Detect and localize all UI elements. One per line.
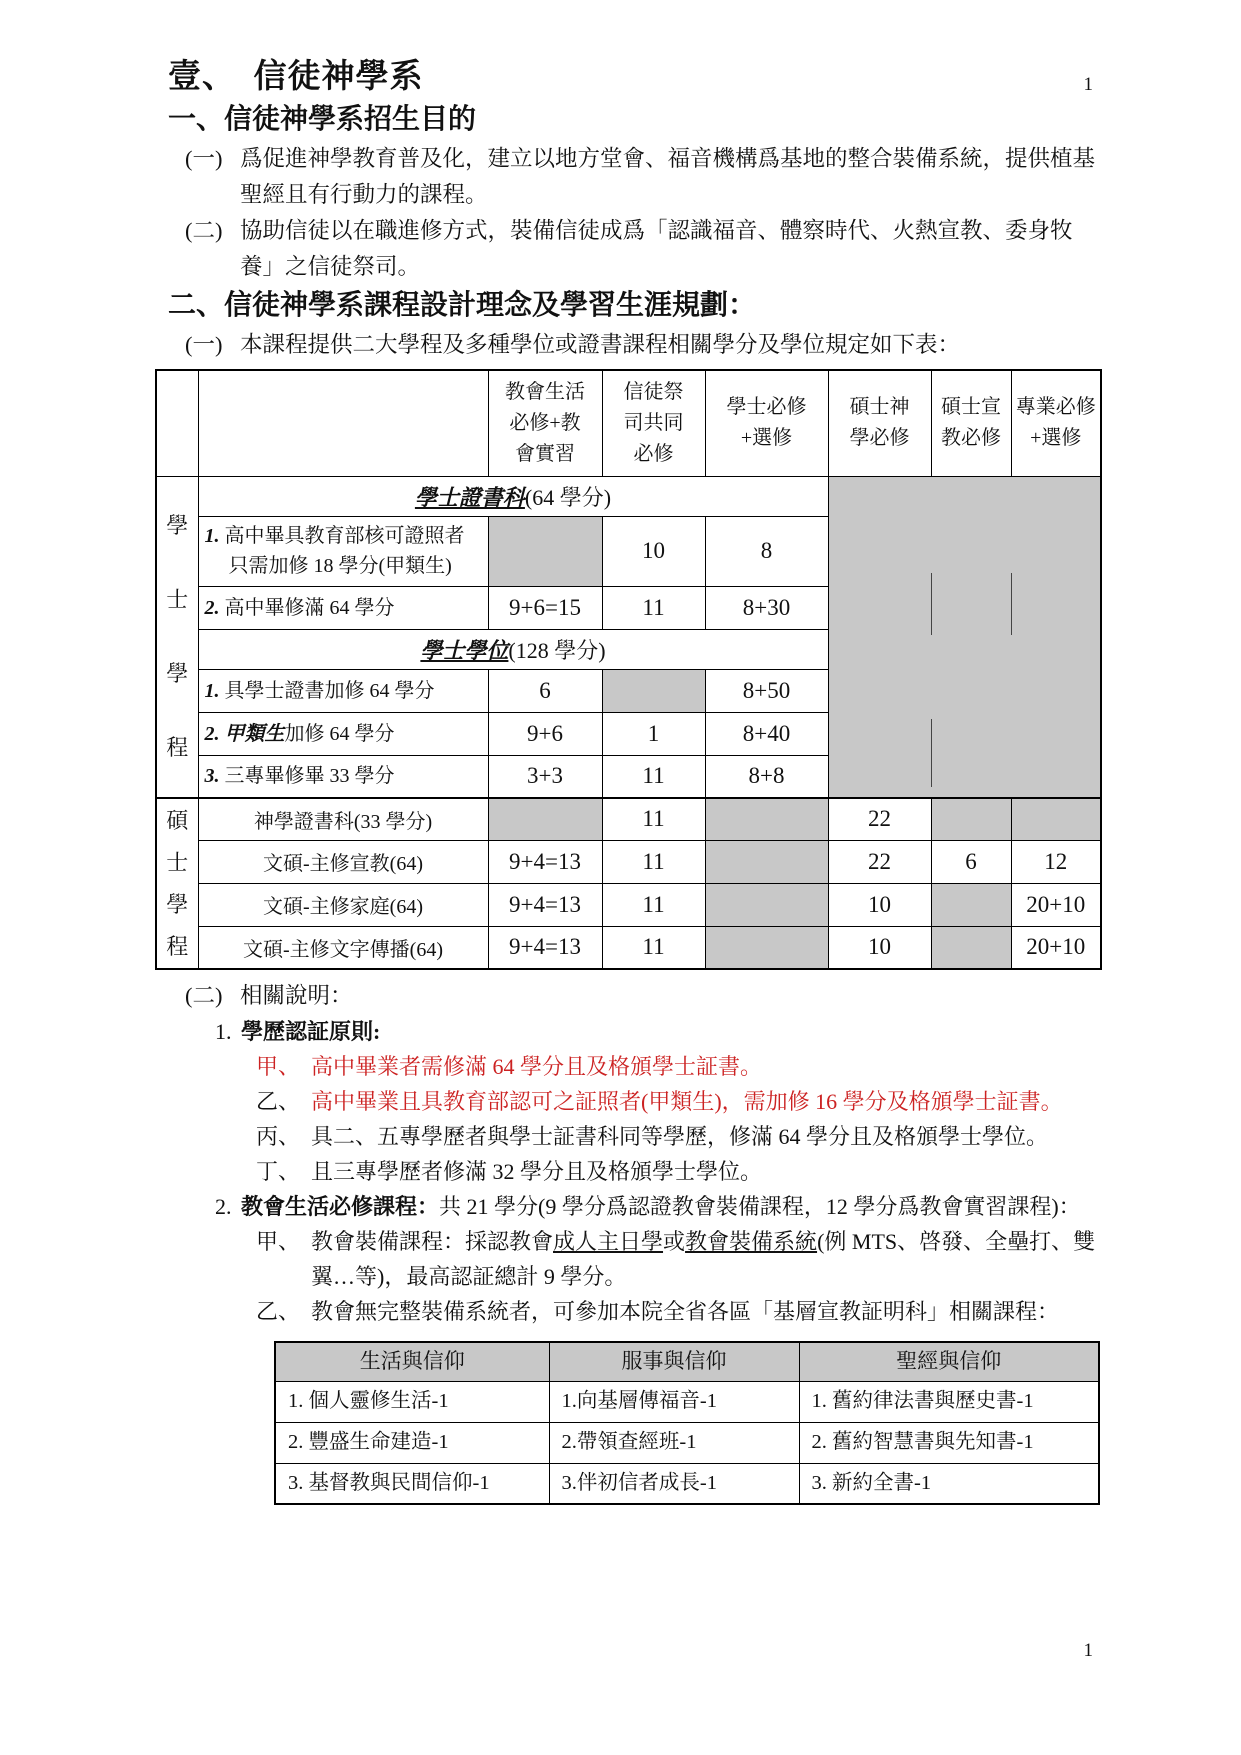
row-description: 文碩-主修宣教(64) [198, 840, 488, 883]
note-item-2 [215, 1189, 1100, 1505]
note-body [241, 1014, 1100, 1189]
col-header-professional: 專業必修+選修 [1011, 370, 1101, 476]
note-sub-item [256, 1154, 1100, 1189]
scan-artifact-line [1011, 573, 1012, 635]
table-row [156, 926, 1101, 969]
sub-item-label: 甲、 [256, 1054, 301, 1079]
bachelor-cert-credits: (64 學分) [524, 484, 612, 510]
row-description [198, 586, 488, 629]
item-text: 本課程提供二大學程及多種學位或證書課程相關學分及學位規定如下表： [240, 332, 961, 357]
row-description [198, 516, 488, 586]
credit-value: 11 [602, 883, 705, 926]
row-description [198, 712, 488, 755]
credit-value: 9+4=13 [488, 840, 602, 883]
credit-value: 9+4=13 [488, 883, 602, 926]
bachelor-degree-section-header [198, 629, 828, 669]
credit-value: 11 [602, 926, 705, 969]
sub-item-label: 丙、 [256, 1124, 301, 1149]
document-title: 壹、 信徒神學系 [168, 59, 424, 95]
course-col-header-bible: 聖經與信仰 [799, 1342, 1099, 1381]
table-row [275, 1381, 1099, 1422]
item-label: (二) [185, 983, 223, 1008]
sub-text-part: 或 [663, 1229, 686, 1254]
course-cell: 1.向基層傳福音-1 [549, 1381, 799, 1422]
item-label: (一) [185, 332, 223, 357]
note-sub-item [256, 1084, 1100, 1119]
row-desc-text: 加修 64 學分 [284, 722, 395, 745]
sub-item-text: 高中畢業者需修滿 64 學分且及格頒學士証書。 [311, 1054, 763, 1079]
credit-value: 11 [602, 798, 705, 840]
section2-heading: 二、信徒神學系課程設計理念及學習生涯規劃： [168, 290, 757, 321]
row-number: 1. [204, 679, 220, 702]
note-sub-item [256, 1119, 1100, 1154]
na-cell [705, 798, 828, 840]
note-item-1 [215, 1014, 1100, 1189]
sub-item-text: 且三專學歷者修滿 32 學分且及格頒學士學位。 [311, 1159, 763, 1184]
note-body [241, 1189, 1100, 1505]
program-label-bachelor [156, 476, 198, 798]
course-cell: 2. 豐盛生命建造-1 [275, 1422, 549, 1463]
credit-value: 22 [828, 798, 931, 840]
sub-item-label: 乙、 [256, 1299, 301, 1324]
row-desc-text: 高中畢修滿 64 學分 [224, 596, 395, 619]
credit-value: 3+3 [488, 755, 602, 798]
blank-desc-header-cell [198, 370, 488, 476]
sub-item-label: 乙、 [256, 1089, 301, 1114]
row-number: 1. [204, 525, 220, 547]
credit-value: 8+8 [705, 755, 828, 798]
note-paragraph [241, 1189, 1100, 1224]
program-label-master [156, 798, 198, 969]
credit-value: 10 [828, 883, 931, 926]
col-header-church-life: 教會生活必修+教會實習 [488, 370, 602, 476]
course-cell: 3.伴初信者成長-1 [549, 1463, 799, 1504]
scan-artifact-line [931, 573, 932, 635]
bachelor-degree-title: 學士學位 [420, 637, 509, 663]
credit-table-header-row [156, 370, 1101, 476]
course-col-header-service: 服事與信仰 [549, 1342, 799, 1381]
credit-value: 8+50 [705, 669, 828, 712]
note-title: 教會生活必修課程： [241, 1194, 440, 1219]
credit-value: 11 [602, 755, 705, 798]
table-row [156, 798, 1101, 840]
credit-value: 1 [602, 712, 705, 755]
row-desc-text: 具學士證書加修 64 學分 [224, 679, 435, 702]
row-number: 3. [204, 765, 220, 788]
section1-item-1 [185, 141, 1100, 213]
item-label: (一) [185, 146, 223, 171]
page-number-top: 1 [1083, 74, 1093, 95]
sub-item-text: 高中畢業且具教育部認可之証照者(甲類生)，需加修 16 學分及格頒學士証書。 [311, 1089, 1063, 1114]
na-cell [602, 669, 705, 712]
sub-item-text: 教會無完整裝備系統者，可參加本院全省各區「基層宣教証明科」相關課程： [311, 1299, 1060, 1324]
note-sub-item [256, 1049, 1100, 1084]
table-row [156, 476, 1101, 516]
credit-value: 11 [602, 840, 705, 883]
underlined-term: 成人主日學 [553, 1229, 664, 1254]
row-desc-emphasis: 甲類生 [224, 722, 285, 745]
blank-corner-cell [156, 370, 198, 476]
row-number: 2. [204, 722, 220, 745]
credit-value: 8+40 [705, 712, 828, 755]
vertical-label-text: 學士學程 [166, 512, 189, 760]
sub-item-text: 具二、五專學歷者與學士証書科同等學歷，修滿 64 學分且及格頒學士學位。 [311, 1124, 1049, 1149]
vertical-label-text: 碩士學程 [166, 807, 189, 959]
sub-text-part: (例 MTS、啓發、全壘打、雙翼…等)，最高認証總計 9 學分。 [311, 1229, 1096, 1289]
section1-heading: 一、信徒神學系招生目的 [168, 104, 477, 135]
sub-item-label: 丁、 [256, 1159, 301, 1184]
sub-item-text [311, 1224, 1100, 1294]
bachelor-degree-credits: (128 學分) [508, 637, 606, 663]
row-desc-text: 三專畢修畢 33 學分 [224, 765, 395, 788]
course-cell: 3. 新約全書-1 [799, 1463, 1099, 1504]
credit-value: 12 [1011, 840, 1101, 883]
sub-text-part: 教會裝備課程：採認教會 [311, 1229, 554, 1254]
na-cell [705, 883, 828, 926]
note-title: 學歷認証原則: [241, 1019, 381, 1044]
note-sub-item [256, 1224, 1100, 1294]
credit-value: 8+30 [705, 586, 828, 629]
na-cell [1011, 798, 1101, 840]
credit-value: 9+6 [488, 712, 602, 755]
table-row [156, 883, 1101, 926]
page-number-bottom: 1 [1083, 1640, 1093, 1661]
row-description [198, 755, 488, 798]
col-header-master-theology: 碩士神學必修 [828, 370, 931, 476]
scan-artifact-line [931, 719, 932, 787]
item-text: 協助信徒以在職進修方式，裝備信徒成爲「認識福音、體察時代、火熱宣教、委身牧養」之信徒祭司。 [240, 218, 1073, 279]
item-text: 爲促進神學教育普及化，建立以地方堂會、福音機構爲基地的整合裝備系統，提供植基聖經且有行動力的課程。 [240, 146, 1096, 207]
note-sub-item [256, 1294, 1100, 1329]
underlined-term: 教會裝備系統 [685, 1229, 818, 1254]
table-row [156, 840, 1101, 883]
col-header-master-mission: 碩士宣教必修 [931, 370, 1011, 476]
credit-value: 8 [705, 516, 828, 586]
row-description: 文碩-主修家庭(64) [198, 883, 488, 926]
na-cell [705, 926, 828, 969]
na-cell [488, 516, 602, 586]
section2-notes-intro [185, 978, 1100, 1014]
note-text: 共 21 學分(9 學分爲認證教會裝備課程，12 學分爲教會實習課程)： [439, 1194, 1081, 1219]
credit-value: 6 [931, 840, 1011, 883]
row-desc-text: 高中畢具教育部核可證照者只需加修 18 學分(甲類生) [224, 525, 465, 577]
credit-table [155, 369, 1102, 970]
course-cell: 2.帶領查經班-1 [549, 1422, 799, 1463]
course-col-header-life: 生活與信仰 [275, 1342, 549, 1381]
na-cell [931, 926, 1011, 969]
row-description: 文碩-主修文字傳播(64) [198, 926, 488, 969]
row-description [198, 669, 488, 712]
section1-item-2 [185, 213, 1100, 285]
note-number: 1. [215, 1019, 232, 1044]
course-table [274, 1341, 1100, 1505]
credit-value: 11 [602, 586, 705, 629]
course-cell: 2. 舊約智慧書與先知書-1 [799, 1422, 1099, 1463]
table-row [275, 1463, 1099, 1504]
credit-value: 20+10 [1011, 926, 1101, 969]
course-cell: 1. 個人靈修生活-1 [275, 1381, 549, 1422]
na-cell [705, 840, 828, 883]
course-cell: 1. 舊約律法書與歷史書-1 [799, 1381, 1099, 1422]
credit-value: 10 [602, 516, 705, 586]
bachelor-cert-section-header [198, 476, 828, 516]
col-header-priest-common: 信徒祭司共同必修 [602, 370, 705, 476]
na-cell [931, 798, 1011, 840]
credit-value: 10 [828, 926, 931, 969]
credit-value: 22 [828, 840, 931, 883]
table-row [275, 1422, 1099, 1463]
credit-value: 6 [488, 669, 602, 712]
note-number: 2. [215, 1194, 232, 1219]
bachelor-not-applicable-region [828, 476, 1101, 798]
row-description: 神學證書科(33 學分) [198, 798, 488, 840]
row-number: 2. [204, 596, 220, 619]
na-cell [488, 798, 602, 840]
na-cell [931, 883, 1011, 926]
item-label: (二) [185, 218, 223, 243]
item-text: 相關說明： [240, 983, 353, 1008]
section2-intro [185, 327, 1100, 363]
credit-value: 9+4=13 [488, 926, 602, 969]
col-header-bachelor: 學士必修+選修 [705, 370, 828, 476]
sub-item-label: 甲、 [256, 1229, 301, 1254]
course-table-header-row [275, 1342, 1099, 1381]
credit-value: 20+10 [1011, 883, 1101, 926]
credit-value: 9+6=15 [488, 586, 602, 629]
bachelor-cert-title: 學士證書科 [414, 484, 525, 510]
course-cell: 3. 基督教與民間信仰-1 [275, 1463, 549, 1504]
